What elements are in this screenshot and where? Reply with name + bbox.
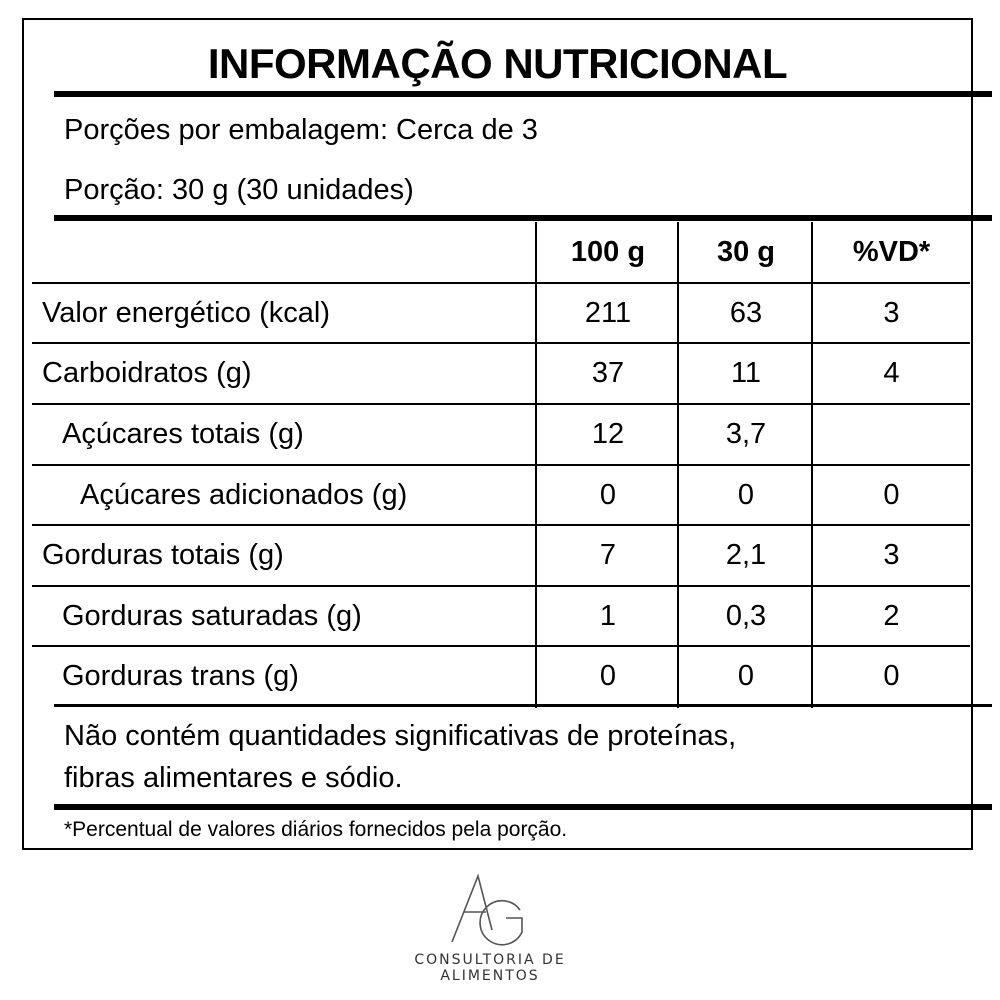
value-vd: 0 (883, 659, 900, 692)
logo-subtitle: CONSULTORIA DE ALIMENTOS (414, 952, 566, 984)
table-row (32, 283, 970, 343)
value-serving: 2,1 (725, 538, 767, 571)
value-serving: 3,7 (725, 417, 767, 450)
header-vd: %VD* (852, 235, 931, 268)
nutrient-name: Gorduras trans (g) (62, 659, 299, 692)
table-row (32, 586, 970, 646)
table-row (32, 465, 970, 525)
company-logo (380, 870, 600, 984)
nutrient-name: Gorduras totais (g) (42, 538, 284, 571)
ag-monogram-icon (380, 870, 600, 950)
serving-rule (54, 215, 992, 221)
value-serving: 11 (730, 356, 762, 389)
value-100g: 7 (599, 538, 617, 571)
table-header-row (32, 222, 970, 282)
nutrition-table (32, 222, 970, 708)
serving-size: Porção: 30 g (30 unidades) (64, 174, 414, 206)
value-100g: 37 (591, 356, 625, 389)
header-100g: 100 g (570, 235, 646, 268)
header-30g: 30 g (716, 235, 776, 268)
value-vd: 2 (883, 599, 900, 632)
table-bottom-rule (54, 704, 992, 707)
note-rule (54, 804, 992, 810)
nutrient-name: Açúcares adicionados (g) (80, 478, 408, 511)
nutrient-name: Gorduras saturadas (g) (62, 599, 362, 632)
value-vd: 3 (883, 296, 900, 329)
value-vd: 3 (883, 538, 900, 571)
table-row (32, 404, 970, 464)
value-serving: 0 (737, 659, 755, 692)
value-100g: 0 (599, 478, 617, 511)
nutrient-name: Açúcares totais (g) (62, 417, 304, 450)
value-100g: 0 (599, 659, 617, 692)
nutrient-name: Valor energético (kcal) (42, 296, 330, 329)
title-rule (54, 91, 992, 97)
note-line-2: fibras alimentares e sódio. (64, 762, 403, 794)
nutrition-label (22, 18, 973, 850)
table-row (32, 525, 970, 585)
value-serving: 0,3 (725, 599, 767, 632)
nutrient-name: Carboidratos (g) (42, 356, 252, 389)
value-vd: 4 (883, 356, 900, 389)
table-row (32, 646, 970, 706)
value-serving: 63 (729, 296, 763, 329)
value-100g: 12 (591, 417, 625, 450)
value-100g: 1 (599, 599, 617, 632)
table-row (32, 343, 970, 403)
footnote: *Percentual de valores diários fornecidos pela porção. (64, 818, 568, 841)
servings-per-package: Porções por embalagem: Cerca de 3 (64, 114, 538, 146)
note-line-1: Não contém quantidades significativas de proteínas, (64, 720, 737, 752)
value-100g: 211 (584, 296, 632, 329)
value-serving: 0 (737, 478, 755, 511)
value-vd: 0 (883, 478, 900, 511)
label-title: INFORMAÇÃO NUTRICIONAL (207, 40, 788, 87)
